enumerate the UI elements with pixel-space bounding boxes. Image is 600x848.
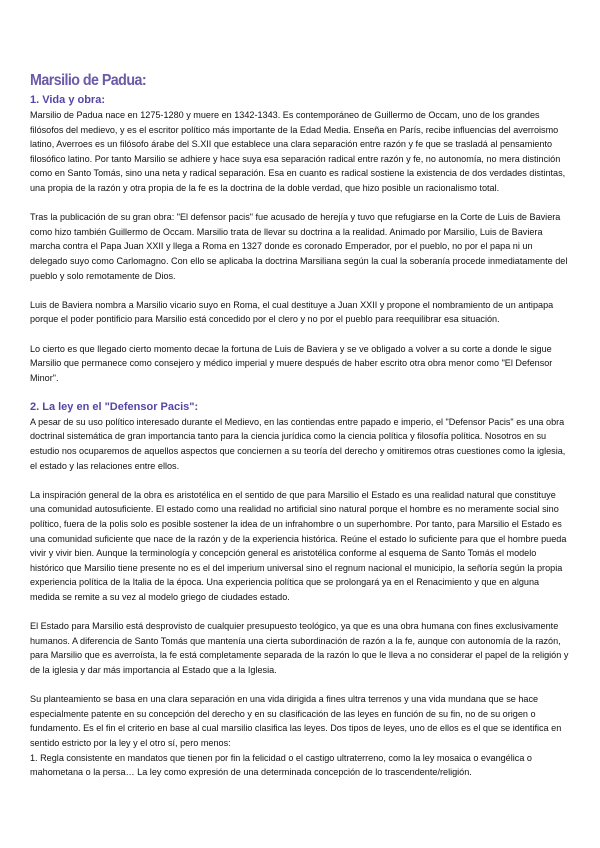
paragraph: Marsilio de Padua nace en 1275-1280 y muere en 1342-1343. Es contemporáneo de Guillermo de Occam, uno de los grandes filósofos del medievo, y es el escritor político más importante de la Edad Media. Enseña en París, recibe influencias del averroismo latino, Averroes es un filósofo árabe del S.XII que establece una clara separación entre razón y fe que se trasladá al pensamiento filosófico latino. Por tanto Marsilio se adhiere y hace suya esa separación radical entre razón y fe, no autonomía, no mera distinción como en Santo Tomás, sino una neta y radical separación. Esa en cuanto es radical sostiene la existencia de dos verdades distintas, una propia de la razón y otra propia de la fe es la doctrina de la doble verdad, que hizo posible un racionalismo total. [30, 110, 566, 193]
paragraph: Lo cierto es que llegado cierto momento decae la fortuna de Luis de Baviera y se ve obligado a volver a su corte a donde le sigue Marsilio que permanece como consejero y médico imperial y muere después de haber escrito otra obra menor como "El Defensor Minor". [30, 343, 553, 383]
paragraph: Tras la publicación de su gran obra: "El defensor pacis" fue acusado de herejía y tuvo que refugiarse en la Corte de Luis de Baviera como hizo también Guillermo de Occam. Marsilio trata de llevar su doctrina a la realidad. Animado por Marsilio, Luis de Baviera marcha contra el Papa Juan XXII y llega a Roma en 1327 donde es coronado Emperador, por el pueblo, no por el papa ni un delegado suyo como Carlomagno. Con ello se aplicaba la doctrina Marsiliana según la cual la soberanía procede inmediatamente del pueblo y solo remotamente de Dios. [30, 212, 568, 281]
list-item: 1. Regla consistente en mandatos que tienen por fin la felicidad o el castigo ultraterreno, como la ley mosaica o evangélica o mahometana o la persa… La ley como expresión de una determinada concepción de lo trascendente/religión. [30, 752, 532, 778]
paragraph: La inspiración general de la obra es aristotélica en el sentido de que para Marsilio el Estado es una realidad natural que constituye una comunidad autosuficiente. El estado como una realidad no artificial sino natural porque el hombre es no meramente social sino político, fuera de la polis solo es posible sostener la idea de un infrahombre o un superhombre. Por tanto, para Marsilio el Estado es una comunidad suficiente que nace de la razón y de la experiencia histórica. Reúne el estado lo suficiente para que el hombre pueda vivir y vivir bien. Aunque la terminología y concepción general es aristotélica conforme al esquema de Santo Tomás el modelo histórico que Marsilio tiene presente no es el del imperium universal sino el regnum nacional el municipio, la señoría según la propia experiencia política de la Italia de la época. Una experiencia política que se prolongará ya en el Renacimiento y que en alguna medida se remite a su vez al modelo griego de ciudades estado. [30, 489, 567, 602]
section-heading-ley-defensor-pacis: 2. La ley en el "Defensor Pacis": [30, 400, 199, 413]
page-title: Marsilio de Padua: [30, 72, 147, 89]
section-heading-vida-obra: 1. Vida y obra: [30, 94, 105, 106]
paragraph: A pesar de su uso político interesado durante el Medievo, en las contiendas entre papado e imperio, el "Defensor Pacis" es una obra doctrinal sistemática de gran importancia tanto para la ciencia jurídica como la ciencia política y filosofía política. Nosotros en su estudio nos ocuparemos de aquellos aspectos que conciernen a su teoría del derecho y omitiremos otras cuestiones como la iglesia, el estado y las relaciones entre ellos. [30, 416, 566, 471]
paragraph: Su planteamiento se basa en una clara separación en una vida dirigida a fines ultra terrenos y una vida mundana que se hace especialmente patente en su concepción del derecho y en su clasificación de las leyes en función de su fin, no de su origen o fundamento. Es el fin el criterio en base al cual marsilio clasifica las leyes. Dos tipos de leyes, uno de ellos es el que se identifica en sentido estricto por la ley y el otro sí, pero menos: [30, 694, 562, 748]
paragraph: El Estado para Marsilio está desprovisto de cualquier presupuesto teológico, ya que es una obra humana con fines exclusivamente humanos. A diferencia de Santo Tomás que mantenía una cierta subordinación de razón a la fe, aunque con autonomía de la razón, para Marsilio que es averroísta, la fe está completamente separada de la razón lo que le lleva a no considerar el papel de la religión y de la iglesia y dar más importancia al Estado que a la Iglesia. [30, 621, 569, 675]
paragraph: Luis de Baviera nombra a Marsilio vicario suyo en Roma, el cual destituye a Juan XXII y propone el nombramiento de un antipapa porque el poder pontificio para Marsilio está concedido por el clero y no por el pueblo para reequilibrar esa situación. [30, 299, 554, 325]
